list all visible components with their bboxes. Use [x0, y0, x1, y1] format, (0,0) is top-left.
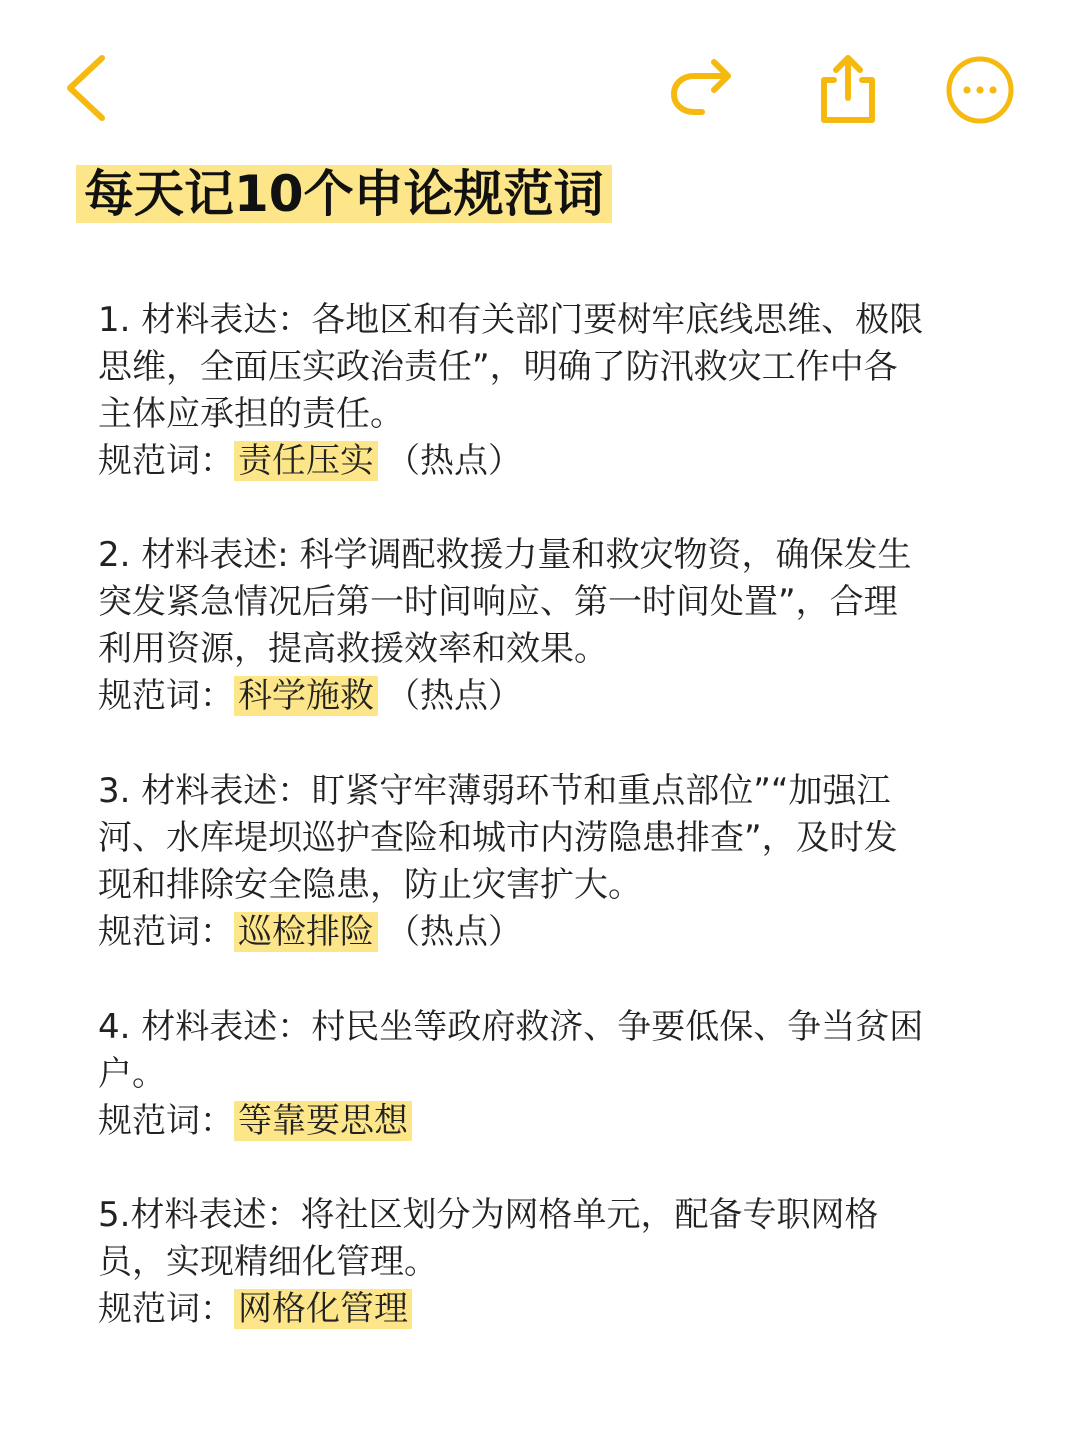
material-line: 现和排除安全隐患，防止灾害扩大。 — [98, 865, 642, 905]
term-line — [98, 909, 978, 956]
term-label: 规范词： — [98, 912, 234, 952]
term-label: 规范词： — [98, 676, 234, 716]
more-button[interactable] — [942, 52, 1018, 128]
term-label: 规范词： — [98, 1101, 234, 1141]
standard-term: 巡检排险 — [234, 912, 378, 952]
hot-topic-note: （热点） — [386, 441, 522, 481]
redo-arrow-icon — [664, 54, 740, 124]
share-upload-icon — [812, 48, 884, 128]
forward-button[interactable] — [664, 54, 740, 124]
entry-2 — [98, 532, 978, 720]
material-line: 3. 材料表述：盯紧守牢薄弱环节和重点部位”“加强江 — [98, 771, 891, 811]
material-line: 员，实现精细化管理。 — [98, 1242, 438, 1282]
page-title: 每天记10个申论规范词 — [76, 165, 612, 223]
hot-topic-note: （热点） — [386, 676, 522, 716]
entry-3 — [98, 768, 978, 956]
material-line: 主体应承担的责任。 — [98, 394, 404, 434]
material-line: 突发紧急情况后第一时间响应、第一时间处置”，合理 — [98, 582, 898, 622]
term-line — [98, 673, 978, 720]
standard-term: 网格化管理 — [234, 1289, 412, 1329]
standard-term: 科学施救 — [234, 676, 378, 716]
material-line: 5.材料表述：将社区划分为网格单元，配备专职网格 — [98, 1195, 879, 1235]
material-line: 思维，全面压实政治责任”，明确了防汛救灾工作中各 — [98, 347, 898, 387]
material-line: 河、水库堤坝巡护查险和城市内涝隐患排查”，及时发 — [98, 818, 898, 858]
entry-5 — [98, 1192, 978, 1333]
material-line: 4. 材料表述：村民坐等政府救济、争要低保、争当贫困 — [98, 1007, 924, 1047]
entry-1 — [98, 297, 978, 485]
chevron-left-icon — [58, 50, 118, 126]
material-line: 2. 材料表述: 科学调配救援力量和救灾物资，确保发生 — [98, 535, 912, 575]
standard-term: 责任压实 — [234, 441, 378, 481]
hot-topic-note: （热点） — [386, 912, 522, 952]
ellipsis-circle-icon — [942, 52, 1018, 128]
standard-term: 等靠要思想 — [234, 1101, 412, 1141]
term-line — [98, 1098, 978, 1145]
term-line — [98, 1286, 978, 1333]
term-label: 规范词： — [98, 1289, 234, 1329]
share-button[interactable] — [812, 48, 884, 128]
material-line: 利用资源，提高救援效率和效果。 — [98, 629, 608, 669]
material-line: 户。 — [98, 1054, 166, 1094]
back-button[interactable] — [58, 50, 118, 126]
top-toolbar — [0, 0, 1080, 150]
term-label: 规范词： — [98, 441, 234, 481]
material-line: 1. 材料表达：各地区和有关部门要树牢底线思维、极限 — [98, 300, 924, 340]
entry-4 — [98, 1004, 978, 1145]
term-line — [98, 438, 978, 485]
